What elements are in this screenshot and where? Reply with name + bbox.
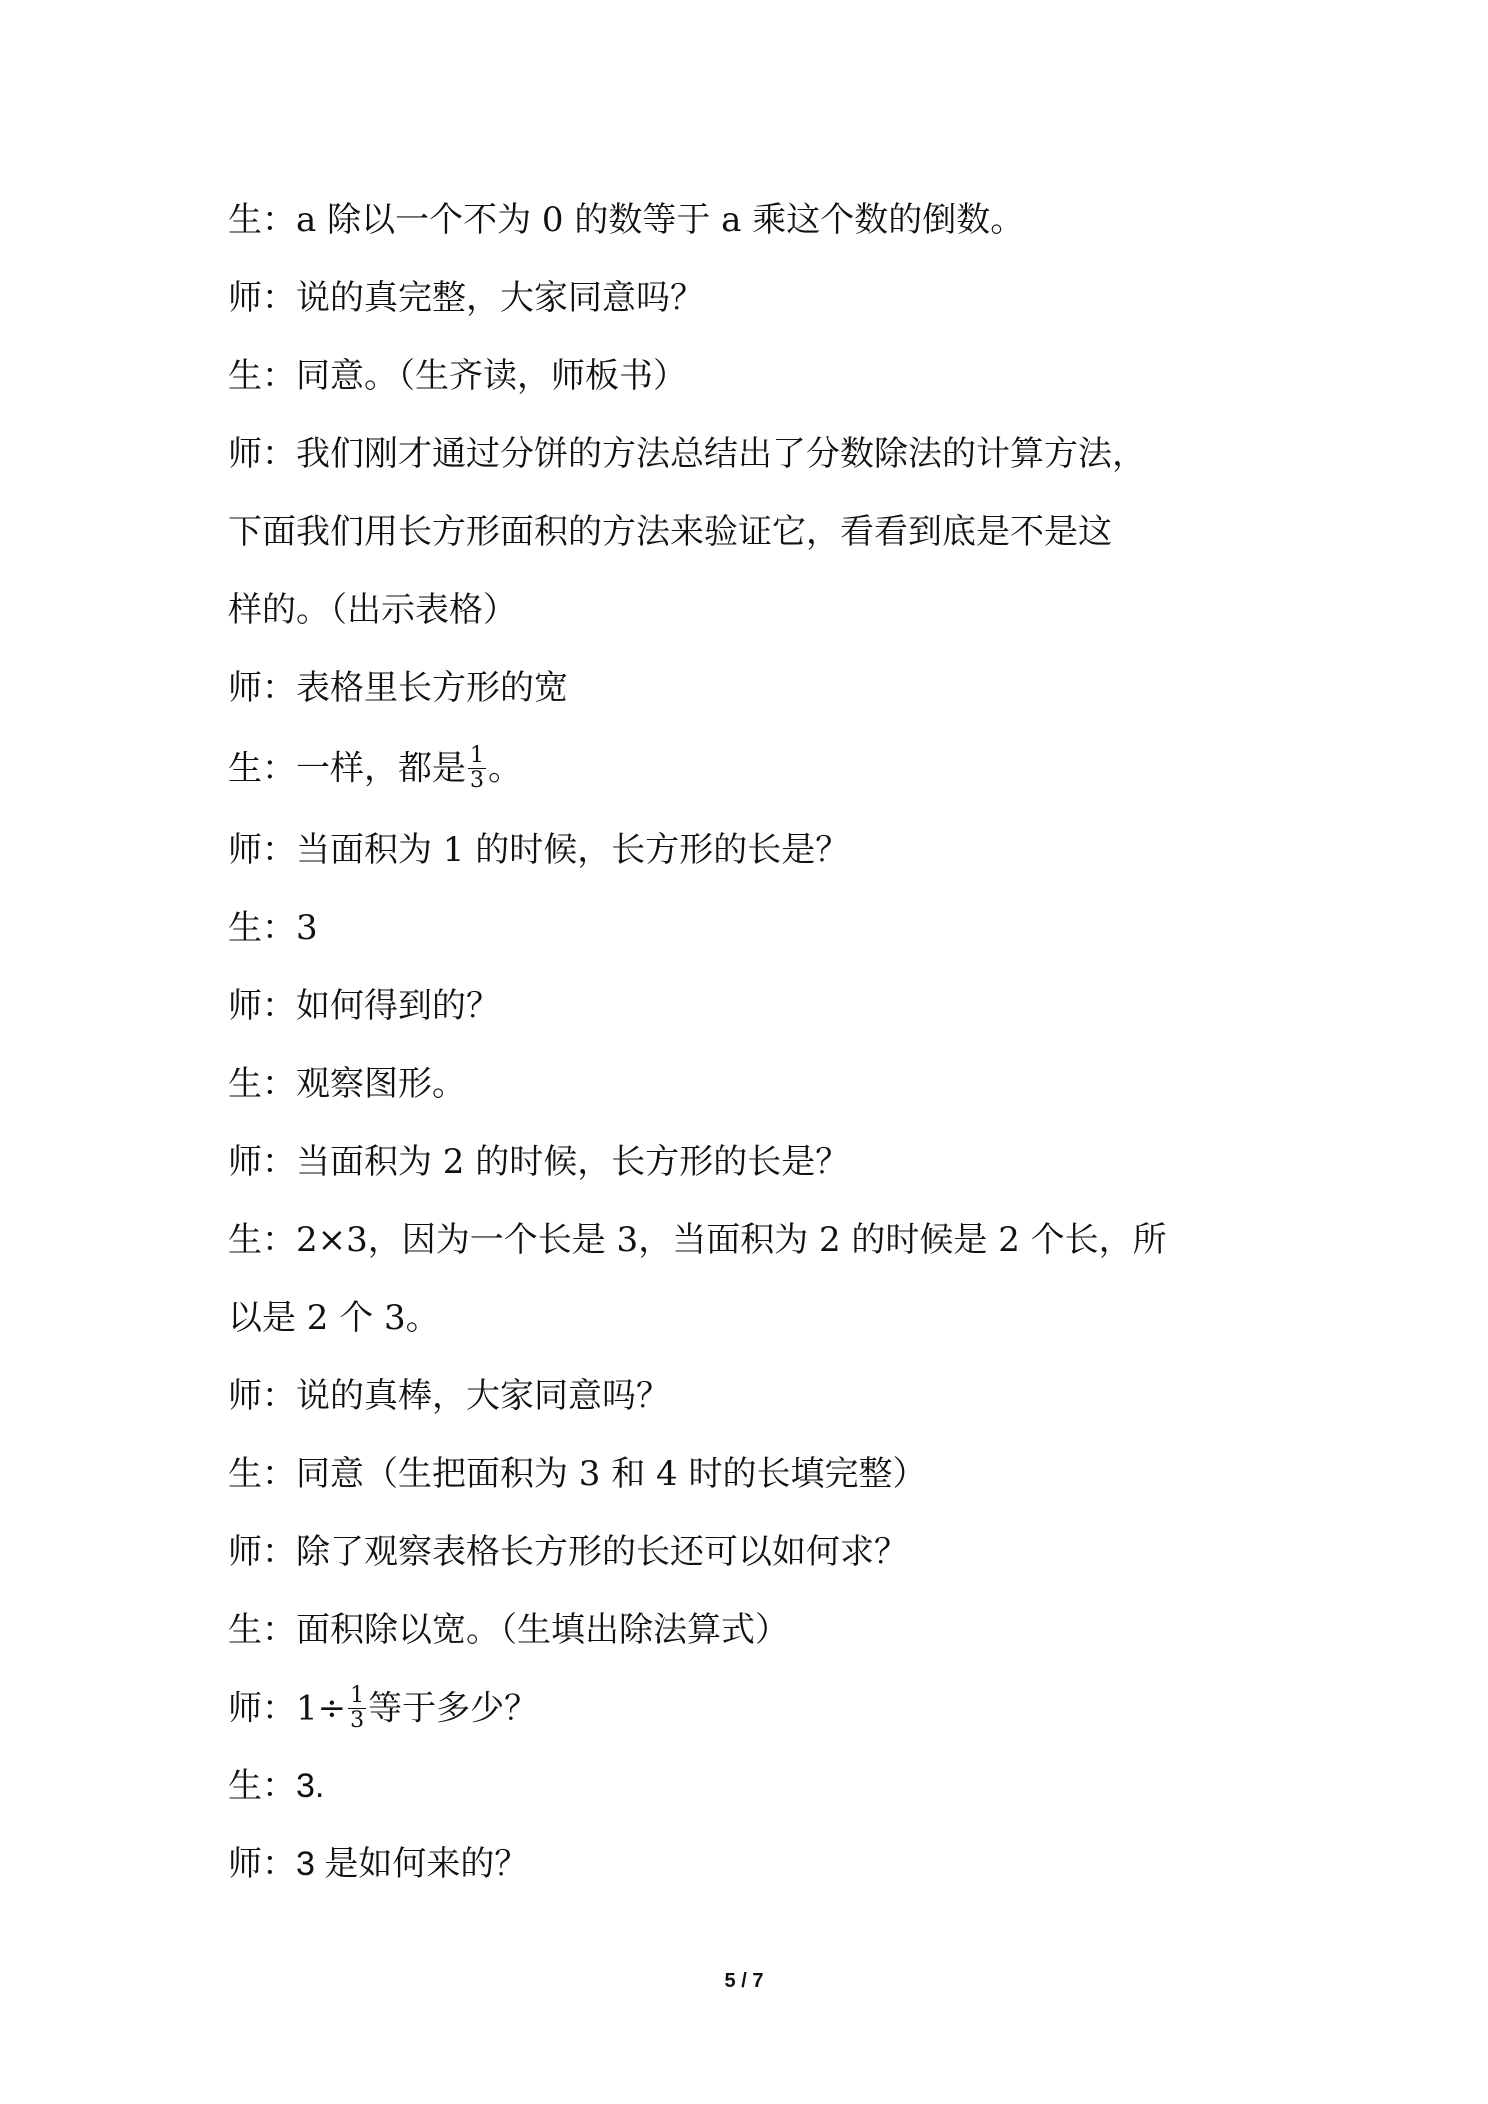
text-line: 样的。（出示表格） — [228, 590, 517, 630]
fraction-denominator: 3 — [470, 768, 484, 793]
text-line: 生：同意。（生齐读，师板书） — [228, 356, 687, 396]
text-line: 下面我们用长方形面积的方法来验证它，看看到底是不是这 — [228, 512, 1112, 552]
text-line-with-fraction — [228, 1683, 1328, 1735]
text-line: 生：同意（生把面积为 3 和 4 时的长填完整） — [228, 1454, 927, 1494]
page-number: 5 / 7 — [724, 1970, 764, 1992]
line-suffix: 等于多少？ — [368, 1688, 539, 1729]
line-suffix: 。 — [488, 748, 522, 789]
text-line: 生：2×3，因为一个长是 3，当面积为 2 的时候是 2 个长，所 — [228, 1220, 1167, 1260]
text-line: 生：3. — [228, 1767, 325, 1805]
fraction-numerator: 1 — [470, 743, 484, 768]
text-line: 师：表格里长方形的宽 — [228, 668, 568, 708]
text-line: 以是 2 个 3。 — [228, 1298, 440, 1338]
fraction — [468, 744, 486, 793]
text-line: 师：如何得到的？ — [228, 986, 500, 1026]
line-prefix: 师：1÷ — [228, 1688, 347, 1729]
text-line-with-fraction — [228, 743, 1328, 795]
text-line: 师：除了观察表格长方形的长还可以如何求？ — [228, 1532, 908, 1572]
text-line: 师：说的真棒，大家同意吗？ — [228, 1376, 670, 1416]
text-line: 生：a 除以一个不为 0 的数等于 a 乘这个数的倒数。 — [228, 200, 1025, 240]
text-line: 生：观察图形。 — [228, 1064, 466, 1104]
fraction-numerator: 1 — [350, 1683, 365, 1708]
text-line: 生：3 — [228, 908, 318, 948]
text-line: 师：当面积为 2 的时候，长方形的长是？ — [228, 1142, 850, 1182]
text-line: 师：我们刚才通过分饼的方法总结出了分数除法的计算方法， — [228, 434, 1146, 474]
text-line: 师：当面积为 1 的时候，长方形的长是？ — [228, 830, 850, 870]
text-line: 师：说的真完整，大家同意吗？ — [228, 278, 704, 318]
fraction — [348, 1684, 366, 1733]
text-line: 生：面积除以宽。（生填出除法算式） — [228, 1610, 789, 1650]
fraction-denominator: 3 — [350, 1708, 365, 1733]
text-line: 师：3 是如何来的？ — [228, 1845, 529, 1883]
line-prefix: 生：一样，都是 — [228, 748, 466, 789]
